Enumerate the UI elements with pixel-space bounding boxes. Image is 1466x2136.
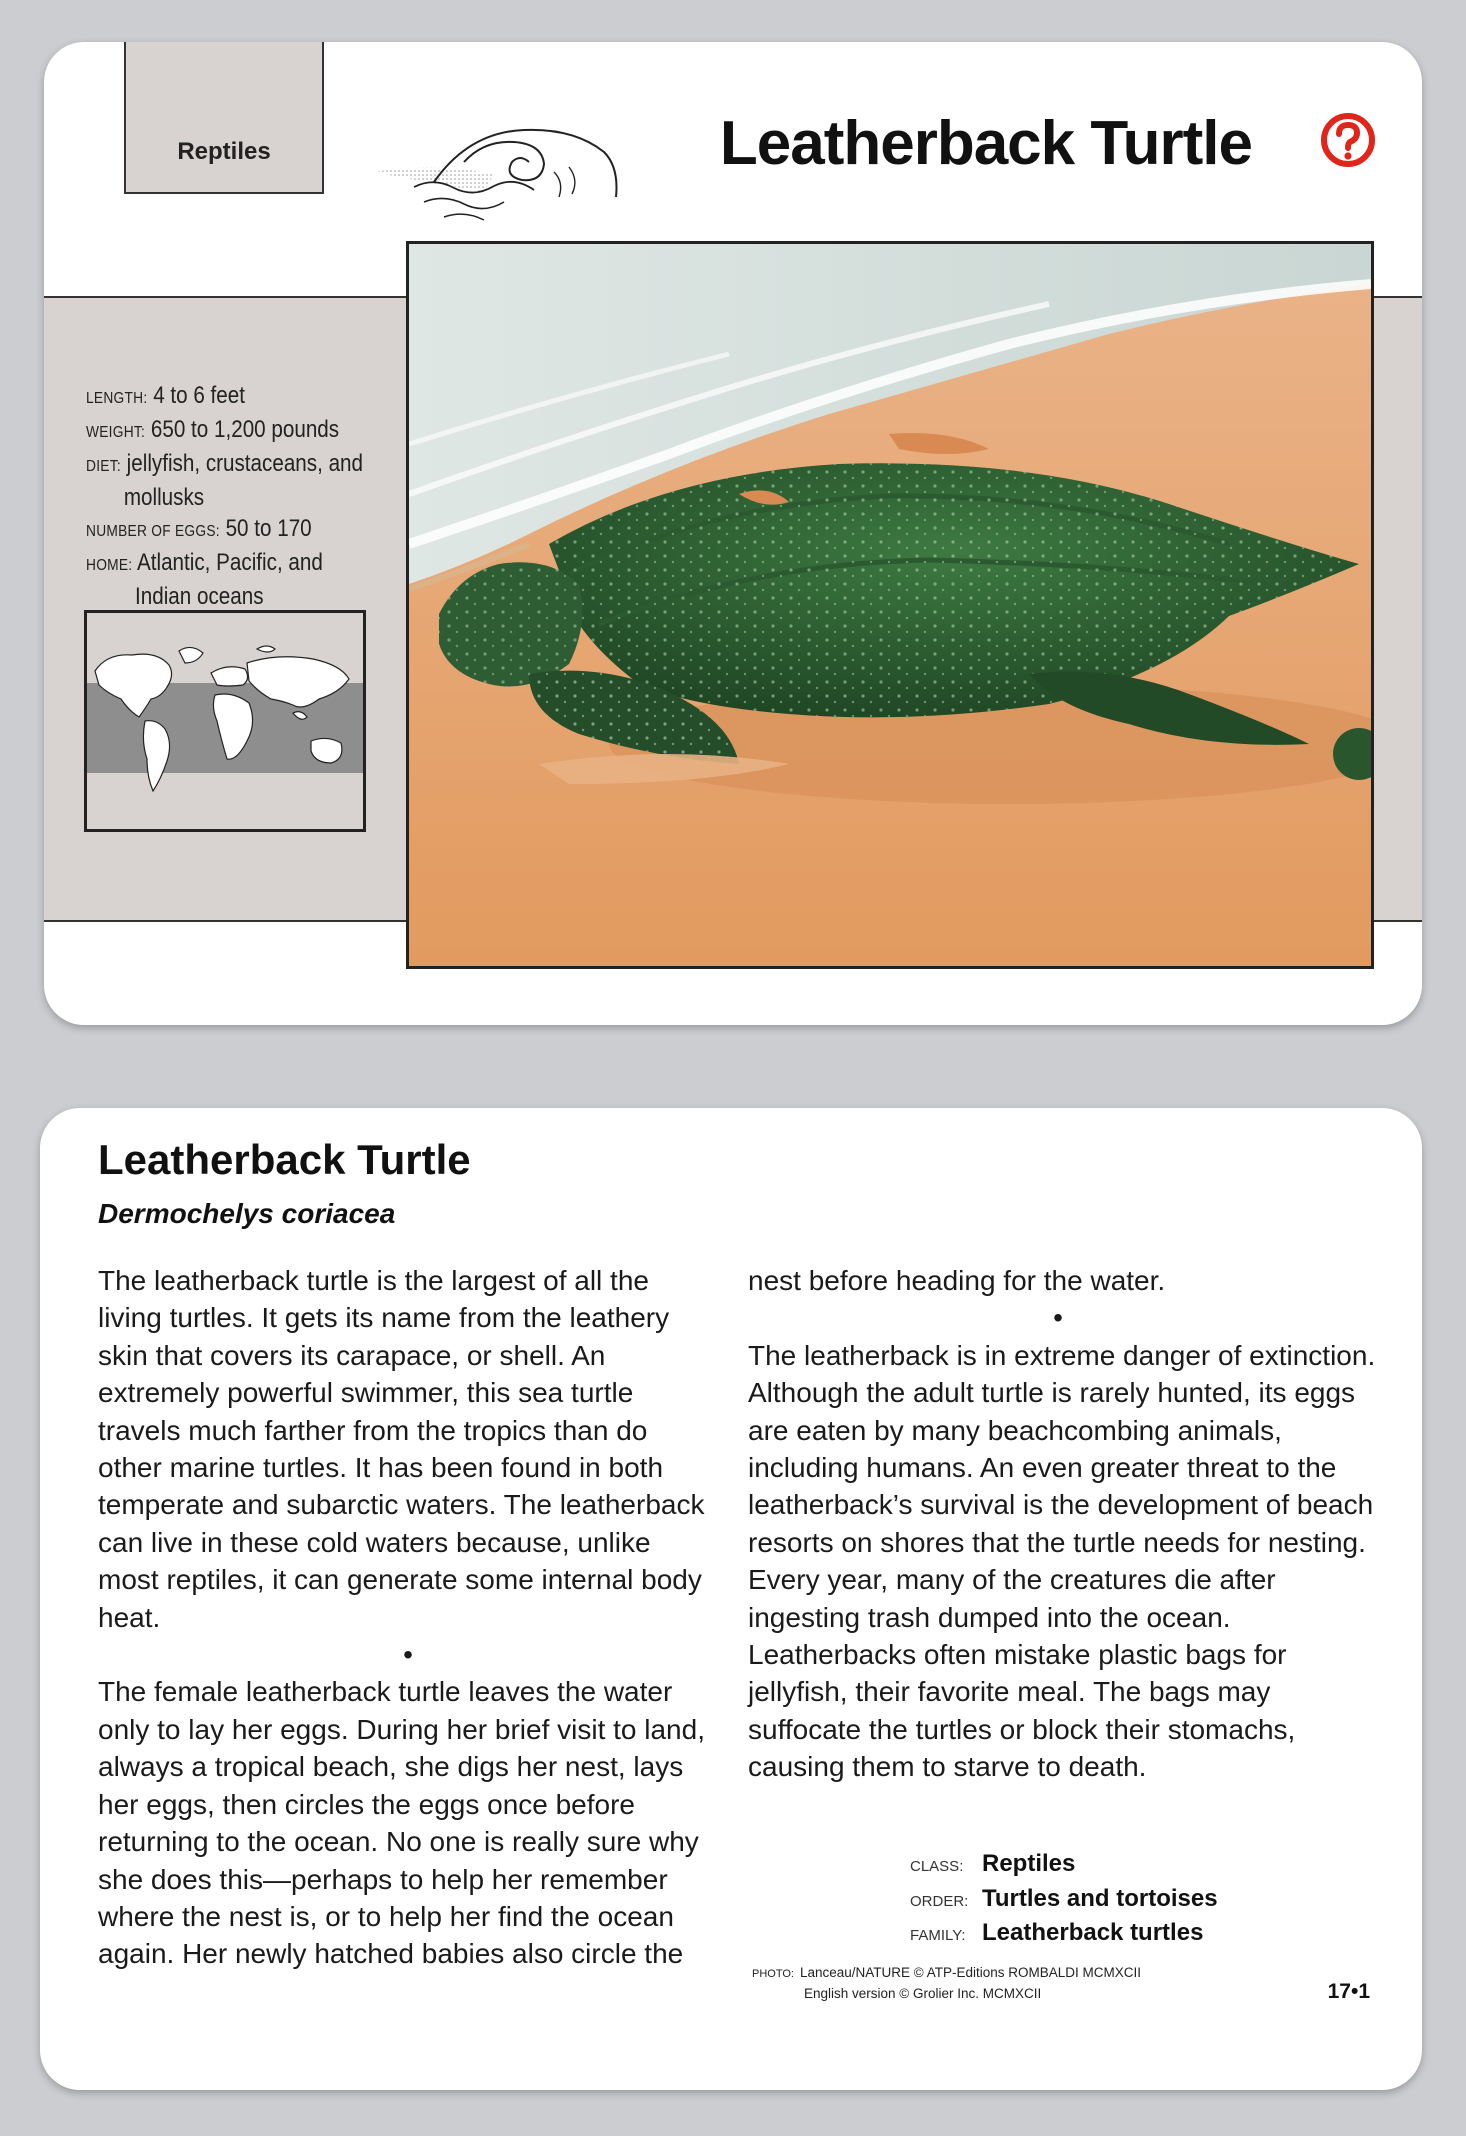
text-column-right — [748, 1262, 1388, 1786]
taxonomy-class: CLASS: Reptiles — [910, 1850, 1076, 1877]
paragraph-2: The female leatherback turtle leaves the water only to lay her eggs. During her brief visit to land, always a tropical beach, she digs her nest, lays her eggs, then circles the eggs once before returning to the ocean. No one is really sure why she does this—perhaps to help her remember where the nest is, or to help her find the ocean again. Her newly hatched babies also circle the — [98, 1676, 705, 1970]
scientific-name: Dermochelys coriacea — [98, 1198, 396, 1229]
fact-list — [86, 380, 417, 612]
wave-icon — [374, 102, 694, 232]
bullet-separator: • — [403, 1639, 413, 1671]
card-back — [40, 1108, 1422, 2090]
fact-weight: WEIGHT: 650 to 1,200 pounds — [86, 416, 340, 443]
paragraph-2-continued: nest before heading for the water. — [748, 1265, 1166, 1296]
photo-credits — [752, 1963, 1141, 2003]
taxonomy-order: ORDER: Turtles and tortoises — [910, 1884, 1218, 1912]
fact-eggs: NUMBER OF EGGS: 50 to 170 — [86, 515, 312, 542]
turtle-photo-image — [409, 244, 1371, 966]
paragraph-3: The leatherback is in extreme danger of extinction. Although the adult turtle is rarely hunted, its eggs are eaten by many beachcombing animals, including humans. An even greater threat to the leatherback’s survival is the development of beach resorts on shores that the turtle needs for nesting. Every year, many of the creatures die after ingesting trash dumped into the ocean. Leatherbacks often mistake plastic bags for jellyfish, their favorite meal. The bags may suffocate the turtles or block their stomachs, causing them to starve to death. — [748, 1339, 1376, 1783]
category-label: Reptiles — [177, 138, 271, 165]
world-map-icon — [87, 613, 363, 829]
taxonomy — [910, 1848, 1218, 1952]
fact-home-cont: Indian oceans — [135, 583, 264, 610]
question-circle-icon[interactable] — [1320, 112, 1376, 168]
fact-length: LENGTH: 4 to 6 feet — [86, 382, 245, 409]
card-title: Leatherback Turtle — [719, 109, 1252, 178]
fact-home: HOME: Atlantic, Pacific, and — [86, 549, 323, 576]
range-map — [84, 610, 366, 832]
credits-line-2: English version © Grolier Inc. MCMXCII — [804, 1986, 1042, 2001]
bullet-separator: • — [1053, 1302, 1063, 1334]
leatherback-turtle-on-beach-photo — [406, 241, 1374, 969]
card-number: 17•1 — [1327, 1980, 1370, 2003]
card-front — [44, 42, 1422, 1025]
fact-diet: DIET: jellyfish, crustaceans, and — [86, 450, 364, 477]
taxonomy-family: FAMILY: Leatherback turtles — [910, 1919, 1204, 1946]
fact-diet-cont: mollusks — [123, 484, 205, 511]
text-column-left — [98, 1262, 718, 1973]
back-title: Leatherback Turtle — [98, 1136, 471, 1183]
paragraph-1: The leatherback turtle is the largest of all the living turtles. It gets its name from the leathery skin that covers its carapace, or shell. An extremely powerful swimmer, this sea turtle travels much farther from the tropics than do other marine turtles. It has been found in both temperate and subarctic waters. The leatherback can live in these cold waters because, unlike most reptiles, it can generate some internal body heat. — [98, 1265, 705, 1633]
category-tab — [124, 42, 324, 194]
credits-line-1: PHOTO: Lanceau/NATURE © ATP-Editions ROMBALDI MCMXCII — [752, 1965, 1142, 1980]
